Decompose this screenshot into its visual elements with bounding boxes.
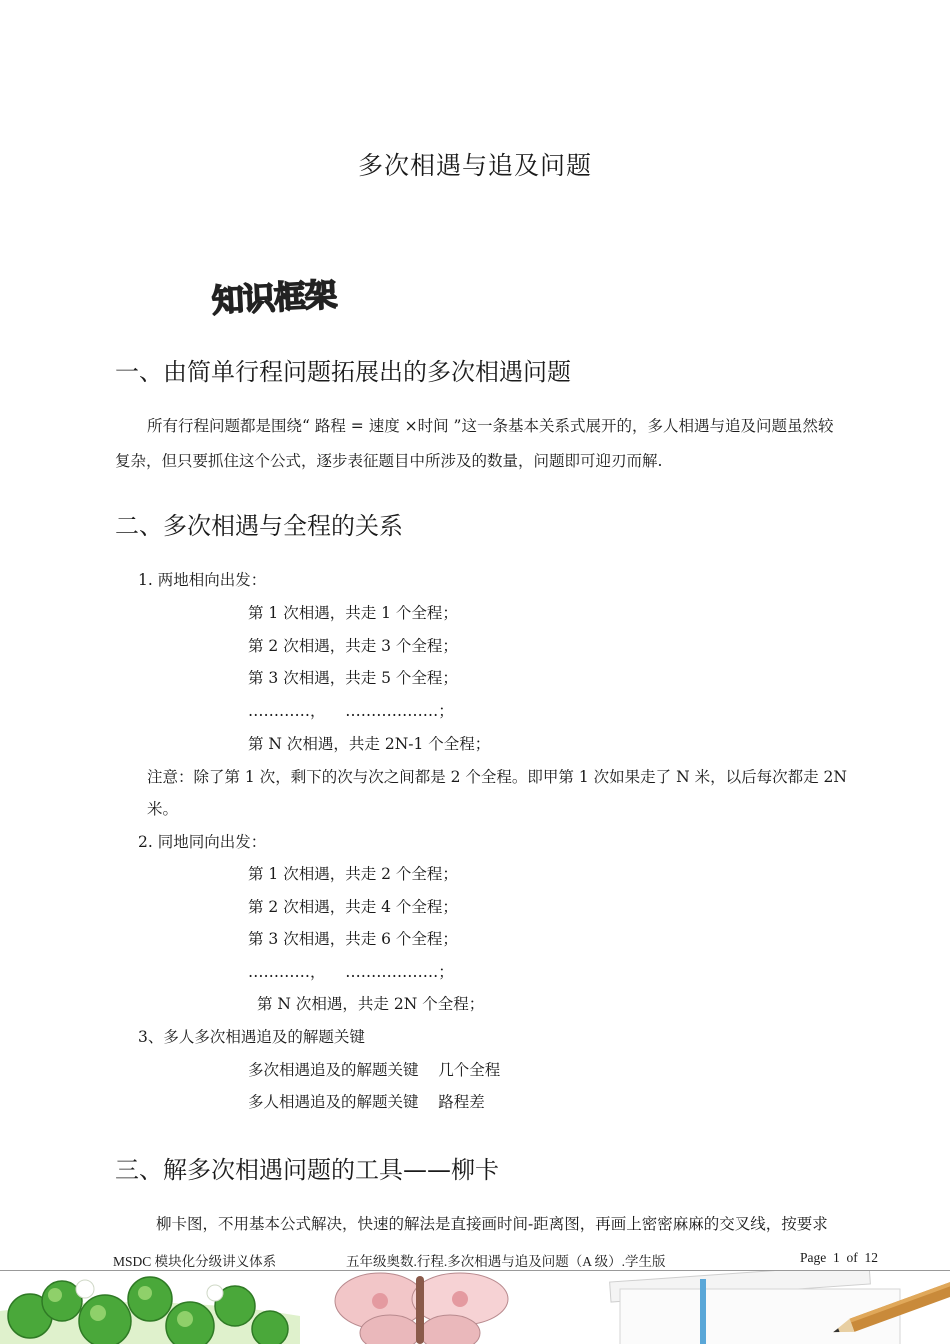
note-line1: 注意：除了第 1 次，剩下的次与次之间都是 2 个全程。即甲第 1 次如果走了 N 米，以后每次都走 2N <box>147 768 847 786</box>
item1-label: 1. 两地相向出发： <box>138 571 267 589</box>
section1-heading: 一、由简单行程问题拓展出的多次相遇问题 <box>115 358 571 386</box>
item2-line: 第 2 次相遇，共走 4 个全程； <box>248 898 458 916</box>
item3-label: 3、多人多次相遇追及的解题关键 <box>138 1028 365 1046</box>
footer-center: 五年级奥数.行程.多次相遇与追及问题（A 级）.学生版 <box>346 1254 666 1269</box>
item1-line: …………， ………………； <box>248 702 454 720</box>
footer-page-number: Page 1 of 12 <box>800 1250 878 1265</box>
item1-line: 第 3 次相遇，共走 5 个全程； <box>248 669 458 687</box>
page-title: 多次相遇与追及问题 <box>357 151 592 180</box>
item1-line: 第 N 次相遇，共走 2N-1 个全程； <box>248 735 491 753</box>
section3-heading: 三、解多次相遇问题的工具——柳卡 <box>115 1156 499 1184</box>
decorative-clover-butterfly-illustration <box>0 1271 950 1344</box>
section3-para-line1: 柳卡图，不用基本公式解决，快速的解法是直接画时间-距离图，再画上密密麻麻的交叉线，按要求 <box>156 1215 828 1233</box>
note-line2: 米。 <box>147 800 179 818</box>
footer-left: MSDC 模块化分级讲义体系 <box>113 1254 277 1269</box>
section1-para-line1: 所有行程问题都是围绕“ 路程 = 速度 ×时间 ”这一条基本关系式展开的，多人相遇与追及问题虽然较 <box>147 417 834 435</box>
item2-line: 第 1 次相遇，共走 2 个全程； <box>248 865 458 883</box>
item1-line: 第 1 次相遇，共走 1 个全程； <box>248 604 458 622</box>
item3-line: 多人相遇追及的解题关键 路程差 <box>248 1093 485 1111</box>
item3-line: 多次相遇追及的解题关键 几个全程 <box>248 1061 501 1079</box>
item2-label: 2. 同地同向出发： <box>138 833 267 851</box>
section2-heading: 二、多次相遇与全程的关系 <box>115 512 403 540</box>
item1-line: 第 2 次相遇，共走 3 个全程； <box>248 637 458 655</box>
item2-line: 第 3 次相遇，共走 6 个全程； <box>248 930 458 948</box>
item2-line: 第 N 次相遇，共走 2N 个全程； <box>257 995 485 1013</box>
knowledge-frame-label: 知识框架 <box>211 275 337 320</box>
item2-line: …………， ………………； <box>248 963 454 981</box>
section1-para-line2: 复杂，但只要抓住这个公式，逐步表征题目中所涉及的数量，问题即可迎刃而解. <box>115 452 663 470</box>
